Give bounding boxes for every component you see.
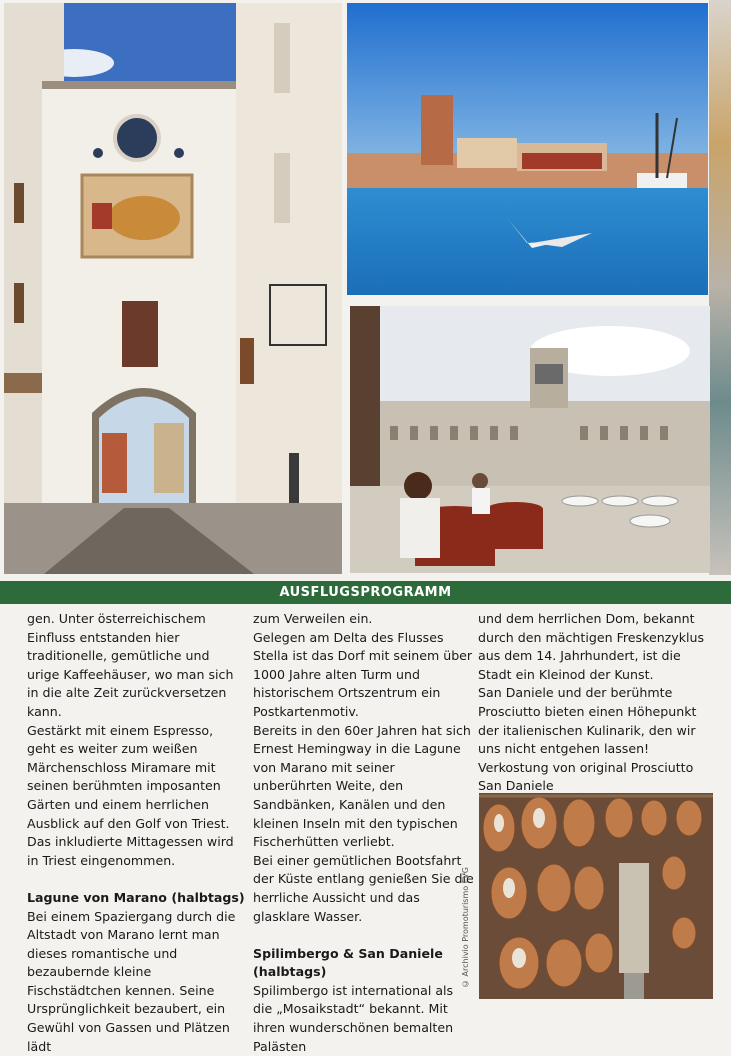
paragraph: Bei einem Spaziergang durch die Altstadt von Marano lernt man dieses romantische und bezaubernde kleine Fischstädtchen kennen. Seine Ursprünglichkeit bezaubert, ein Gewühl von Gassen und Plätzen lädt bbox=[27, 908, 245, 1056]
paragraph: gen. Unter österreichischem Einfluss entstanden hier traditionelle, gemütliche und urige Kaffeehäuser, wo man sich in die alte Zeit zurückversetzen kann. bbox=[27, 610, 245, 722]
page-edge-strip bbox=[709, 0, 731, 575]
harbor-illustration bbox=[347, 3, 708, 295]
section-banner bbox=[0, 581, 731, 604]
paragraph: zum Verweilen ein. bbox=[253, 610, 475, 629]
text-column-2 bbox=[253, 610, 475, 1056]
paragraph: Verkostung von original Prosciutto San Daniele bbox=[478, 759, 710, 796]
town-gate-photo bbox=[4, 3, 342, 574]
town-gate-illustration bbox=[4, 3, 342, 574]
photo-credit: © Archivio Promoturismo FVG bbox=[461, 868, 475, 988]
text-column-3 bbox=[478, 610, 710, 796]
paragraph: Das inkludierte Mittagessen wird in Triest eingenommen. bbox=[27, 833, 245, 870]
banner-title: AUSFLUGSPROGRAMM bbox=[279, 585, 451, 600]
section-heading-spilimbergo: Spilimbergo & San Daniele (halbtags) bbox=[253, 945, 475, 982]
paragraph: San Daniele und der berühmte Prosciutto bieten einen Höhepunkt der italienischen Kulinarik, den wir uns nicht entgehen lassen! bbox=[478, 684, 710, 758]
text-column-1 bbox=[27, 610, 245, 1056]
prosciutto-photo bbox=[479, 793, 713, 999]
paragraph: Bei einer gemütlichen Bootsfahrt der Küste entlang genießen Sie die herrliche Aussicht und das glasklare Wasser. bbox=[253, 852, 475, 926]
prosciutto-illustration bbox=[479, 793, 713, 999]
harbor-photo bbox=[347, 3, 708, 295]
paragraph: und dem herrlichen Dom, bekannt durch den mächtigen Freskenzyklus aus dem 14. Jahrhundert, ist die Stadt ein Kleinod der Kunst. bbox=[478, 610, 710, 684]
paragraph: Gelegen am Delta des Flusses Stella ist das Dorf mit seinem über 1000 Jahre alten Turm und historischem Ortszentrum ein Postkartenmotiv. bbox=[253, 629, 475, 722]
paragraph: Bereits in den 60er Jahren hat sich Ernest Hemingway in die Lagune von Marano mit seiner unberührten Weite, den Sandbänken, Kanälen und den kleinen Inseln mit den typischen Fischerhütten verliebt. bbox=[253, 722, 475, 852]
piazza-illustration bbox=[350, 306, 710, 573]
piazza-photo bbox=[350, 306, 710, 573]
paragraph: Spilimbergo ist international als die „Mosaikstadt“ bekannt. Mit ihren wunderschönen bemalten Palästen bbox=[253, 982, 475, 1056]
section-heading-marano: Lagune von Marano (halbtags) bbox=[27, 889, 245, 908]
paragraph: Gestärkt mit einem Espresso, geht es weiter zum weißen Märchenschloss Miramare mit seinen berühmten imposanten Gärten und einem herrlichen Ausblick auf den Golf von Triest. bbox=[27, 722, 245, 834]
